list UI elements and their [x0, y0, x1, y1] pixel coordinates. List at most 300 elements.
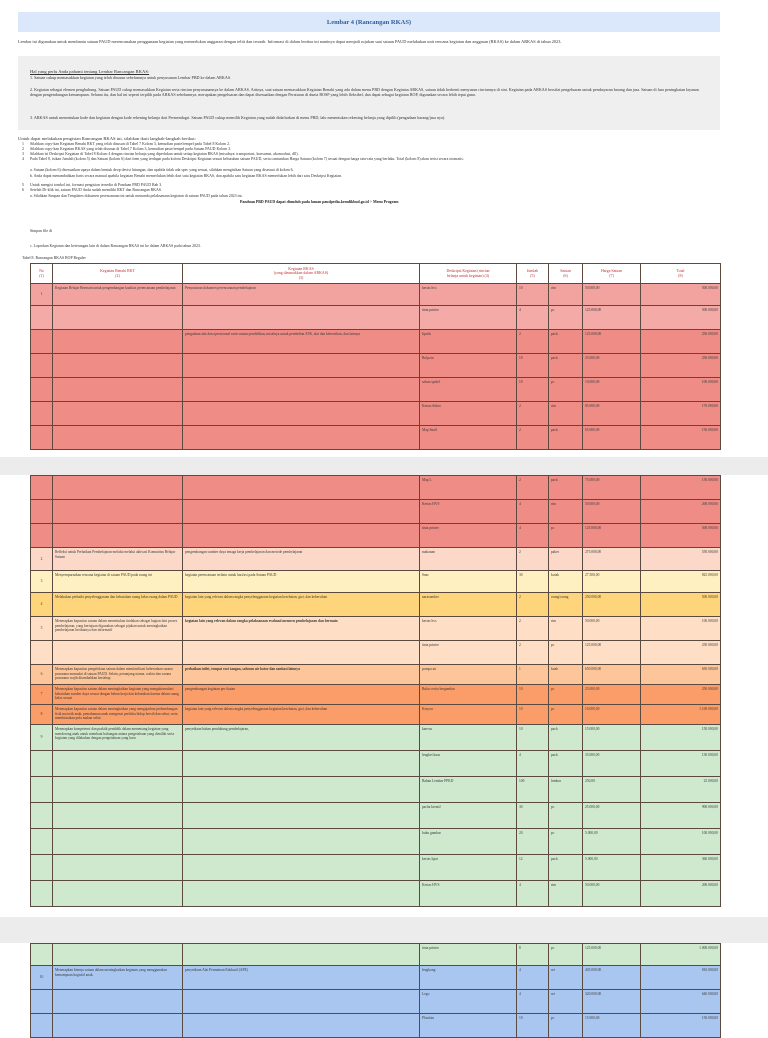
satuan-cell[interactable]: pc — [549, 378, 583, 402]
table-row — [31, 855, 721, 881]
deskripsi-cell[interactable]: Map L — [420, 476, 517, 500]
jumlah-cell[interactable]: 4 — [517, 751, 549, 777]
satuan-cell[interactable]: pc — [549, 829, 583, 855]
row-number[interactable]: 10 — [31, 966, 53, 990]
row-number[interactable] — [31, 829, 53, 855]
step-text: Silahkan copy-kan Kegiatan Benahi RKT yang telah disusun di Tabel 7 Kolom 3, kemudian paste/tempel pada Tabel 8 Kolom 2. — [30, 142, 231, 146]
satuan-cell[interactable]: pack — [549, 354, 583, 378]
column-header-line: (5) — [530, 273, 535, 278]
satuan-cell[interactable]: rim — [549, 881, 583, 907]
harga-cell[interactable]: 5.000,00 — [583, 855, 641, 881]
table-row — [31, 426, 721, 450]
page-break — [0, 457, 768, 475]
deskripsi-cell[interactable]: kertas lipat — [420, 855, 517, 881]
row-number[interactable]: 6 — [31, 665, 53, 685]
total-cell[interactable]: 150.000,00 — [641, 1014, 721, 1038]
jumlah-cell[interactable]: 10 — [517, 705, 549, 725]
rkas-cell[interactable] — [183, 1014, 420, 1038]
column-header — [31, 264, 53, 284]
benahi-cell[interactable]: Menerapkan kompetensi dan praktik pendidik dalam menentang kegiatan yang mendorong anak untuk membuat hubungan antara pengetahuan yang dimiliki serta kegiatan yang dilakukan dengan pengetahuan yang baru — [53, 725, 183, 751]
column-header-line: Kegiatan Benahi RKT — [100, 268, 135, 273]
total-cell[interactable]: 900.000,00 — [641, 803, 721, 829]
satuan-cell[interactable]: pack — [549, 476, 583, 500]
row-number[interactable] — [31, 476, 53, 500]
rkas-cell[interactable]: pengadaan alat dan operasional rutin satuan pendidikan, misalnya untuk pembelian ATK, alat dan kebersihan, dan lainnya — [183, 330, 420, 354]
benahi-cell[interactable]: Kegiatan Belajar Bermain untuk pengembangan kualitas perencanaan pembelajaran — [53, 284, 183, 306]
jumlah-cell[interactable]: 4 — [517, 500, 549, 524]
rkas-cell[interactable] — [183, 751, 420, 777]
jumlah-cell[interactable]: 8 — [517, 944, 549, 966]
jumlah-cell[interactable]: 10 — [517, 685, 549, 705]
satuan-cell[interactable]: pack — [549, 725, 583, 751]
jumlah-cell[interactable]: 2 — [517, 476, 549, 500]
rkas-cell[interactable]: pengembangan sumber daya tenaga kerja pembelajaran dan metode pembelajaran — [183, 548, 420, 571]
satuan-cell[interactable]: pc — [549, 685, 583, 705]
harga-cell[interactable]: 50.000,00 — [583, 617, 641, 641]
row-number[interactable] — [31, 524, 53, 548]
row-number[interactable] — [31, 751, 53, 777]
column-header-line: Total — [676, 268, 685, 273]
rkas-cell[interactable] — [183, 402, 420, 426]
satuan-cell[interactable]: rim — [549, 402, 583, 426]
row-number[interactable]: 8 — [31, 705, 53, 725]
harga-cell[interactable]: 50.000,00 — [583, 881, 641, 907]
deskripsi-cell[interactable]: lipstik — [420, 330, 517, 354]
satuan-cell[interactable]: pc — [549, 524, 583, 548]
row-number[interactable] — [31, 641, 53, 665]
benahi-cell[interactable]: Menerapkan kapasitas satuan dalam meningkatkan kegiatan yang mengakomodasi kebutuhan sumber daya sesuai dengan beban kerja dan kebutuhan karena dalam ruang kelas sesuai — [53, 685, 183, 705]
table-row — [31, 617, 721, 641]
rkas-cell[interactable] — [183, 524, 420, 548]
harga-cell[interactable]: 125.000,00 — [583, 330, 641, 354]
benahi-cell[interactable] — [53, 500, 183, 524]
jumlah-cell[interactable]: 4 — [517, 881, 549, 907]
rkas-cell[interactable] — [183, 354, 420, 378]
jumlah-cell[interactable]: 2 — [517, 330, 549, 354]
deskripsi-cell[interactable]: pacha kreatif — [420, 803, 517, 829]
harga-cell[interactable]: 5.000,00 — [583, 829, 641, 855]
satuan-cell[interactable]: rim — [549, 617, 583, 641]
deskripsi-cell[interactable]: Kertas Stiker — [420, 402, 517, 426]
benahi-cell[interactable]: Refleksi untuk Perbaikan Pembelajaran melalui melalui aktivasi Komunitas Belajar Satuan — [53, 548, 183, 571]
harga-cell[interactable]: 10.000,00 — [583, 378, 641, 402]
benahi-cell[interactable] — [53, 330, 183, 354]
benahi-cell[interactable] — [53, 426, 183, 450]
column-header — [53, 264, 183, 284]
harga-cell[interactable]: 650.000,00 — [583, 665, 641, 685]
table-row — [31, 284, 721, 306]
total-cell[interactable]: 150.000,00 — [641, 725, 721, 751]
table-row — [31, 402, 721, 426]
deskripsi-cell[interactable]: narasumber — [420, 593, 517, 617]
satuan-cell[interactable]: orang/orang — [549, 593, 583, 617]
deskripsi-cell[interactable]: lengket kuas — [420, 751, 517, 777]
total-cell[interactable]: 500.000,00 — [641, 284, 721, 306]
step-text: a. Satuan (kolom 6) disesuaikan upaya dalam bentuk deop devisi hitungan, dan apabila tidak ada spec yang sesuai, silahkan mengisikan Satuan yang disesuai di kolom 6. — [30, 168, 294, 172]
jumlah-cell[interactable]: 20 — [517, 829, 549, 855]
total-cell[interactable]: 500.000,00 — [641, 306, 721, 330]
deskripsi-cell[interactable]: Bolpoin — [420, 354, 517, 378]
table-row — [31, 500, 721, 524]
rkas-cell[interactable]: penyediaan Alat Permainan Edukatif (APE) — [183, 966, 420, 990]
total-cell[interactable]: 500.000,00 — [641, 593, 721, 617]
jumlah-cell[interactable]: 2 — [517, 641, 549, 665]
satuan-cell[interactable]: pc — [549, 944, 583, 966]
benahi-cell[interactable]: Menerapkan kapasitas pengelolaan satuan dalam memfasilitasi keberadaan sarana prasarana memadai di satuan PAUD. Selain, penunjang utama, waktu dan sarana prasarana wajib ditambahkan bertahap — [53, 665, 183, 685]
rkas-cell[interactable]: kegiatan perencanaan terlatin untuk hari/asi pada Satuan PAUD — [183, 571, 420, 593]
benahi-cell[interactable] — [53, 306, 183, 330]
total-cell[interactable]: 100.000,00 — [641, 378, 721, 402]
deskripsi-cell[interactable]: tinta printer — [420, 306, 517, 330]
row-number[interactable] — [31, 378, 53, 402]
harga-cell[interactable]: 275.000,00 — [583, 548, 641, 571]
total-cell[interactable]: 360.000,00 — [641, 855, 721, 881]
step-text: Silahkan isi Deskripsi Kegiatan di Tabel 8 Kolom 4 dengan rincian belanja yang diperlukan untuk setiap kegiatan RKAS (misalnya: transportasi, konsumsi, akomodasi, dll). — [30, 152, 299, 156]
rkas-cell[interactable] — [183, 500, 420, 524]
harga-cell[interactable]: 25.000,00 — [583, 354, 641, 378]
harga-cell[interactable]: 25.000,00 — [583, 803, 641, 829]
total-cell[interactable]: 250.000,00 — [641, 354, 721, 378]
rkas-cell[interactable]: pengembangan kegiatan per ikatan — [183, 685, 420, 705]
deskripsi-cell[interactable]: Kertas HVS — [420, 881, 517, 907]
deskripsi-cell[interactable]: buku gambar — [420, 829, 517, 855]
rkas-cell[interactable]: penyediaan bahan pendukung pembelajaran, — [183, 725, 420, 751]
total-cell[interactable]: 250.000,00 — [641, 685, 721, 705]
column-header-line: Jumlah — [526, 268, 539, 273]
rkas-cell[interactable] — [183, 476, 420, 500]
steps-heading: Untuk dapat melakukan pengisian Rancangan RKAS ini, silahkan ikuti langkah-langkah berikut: — [18, 136, 196, 141]
intro-text: Lembar ini digunakan untuk membantu satuan PAUD merencanakan penggunaan kegiatan yang memerlukan anggaran dengan teliti dan terarah. Informasi di dalam lembar ini nantinya dapat menjadi rujukan saat satuan PAUD melakukan unit rencana kegiatan dan anggaran (RKAS) ke dalam ARKAS di tahun 2023. — [18, 39, 562, 44]
column-header-line: No — [39, 268, 44, 273]
deskripsi-cell[interactable]: Krayon — [420, 705, 517, 725]
satuan-cell[interactable]: pack — [549, 751, 583, 777]
rkas-cell[interactable] — [183, 881, 420, 907]
rkas-cell[interactable] — [183, 306, 420, 330]
step-item — [30, 194, 720, 199]
table-row — [31, 330, 721, 354]
table-row — [31, 725, 721, 751]
jumlah-cell[interactable]: 100 — [517, 777, 549, 803]
harga-cell[interactable]: 25.000,00 — [583, 685, 641, 705]
deskripsi-cell[interactable]: sabun spidol — [420, 378, 517, 402]
row-number[interactable] — [31, 306, 53, 330]
rkas-cell[interactable] — [183, 829, 420, 855]
rkas-cell[interactable]: kegiatan lain yang relevan dalam rangka penyelenggaraan kegiatan kesehatan, gizi, dan kebersihan — [183, 593, 420, 617]
rkas-cell[interactable] — [183, 378, 420, 402]
rkas-cell[interactable] — [183, 944, 420, 966]
row-number[interactable] — [31, 803, 53, 829]
total-cell[interactable]: 1.100.000,00 — [641, 705, 721, 725]
column-header-line: Deskripsi Kegiatan (rincian — [446, 268, 490, 273]
total-cell[interactable]: 170.000,00 — [641, 402, 721, 426]
benahi-cell[interactable] — [53, 944, 183, 966]
satuan-cell[interactable]: pc — [549, 306, 583, 330]
deskripsi-cell[interactable]: tinta printer — [420, 524, 517, 548]
benahi-cell[interactable]: Menerapkan kinerja satuan dalam meningkatkan kegiatan yang menggunakan kemampuan kognitif anak. — [53, 966, 183, 990]
jumlah-cell[interactable]: 10 — [517, 284, 549, 306]
row-number[interactable]: 1 — [31, 284, 53, 306]
table-row — [31, 354, 721, 378]
column-header — [420, 264, 517, 284]
table-row — [31, 803, 721, 829]
satuan-cell[interactable]: pack — [549, 855, 583, 881]
row-number[interactable]: 4 — [31, 593, 53, 617]
panduan-note[interactable]: Panduan PBD PAUD dapat diunduh pada laman paudpedia.kemdikbud.go.id > Menu Program — [240, 200, 399, 204]
total-cell[interactable]: 150.000,00 — [641, 476, 721, 500]
satuan-cell[interactable]: pc — [549, 1014, 583, 1038]
row-number[interactable] — [31, 855, 53, 881]
total-cell[interactable]: 130.000,00 — [641, 426, 721, 450]
table-row — [31, 476, 721, 500]
total-cell[interactable]: 650.000,00 — [641, 665, 721, 685]
total-cell[interactable]: 825.000,00 — [641, 571, 721, 593]
benahi-cell[interactable] — [53, 402, 183, 426]
lapor-text: c. Laporkan Kegiatan dan keterangan lain di dalam Rancangan RKAS ini ke dalam ARKAS pada tahun 2023. — [30, 244, 201, 248]
rkas-cell[interactable]: perbaikan toilet, tempat cuci tangan, saluran air kotor dan sanitasi lainnya — [183, 665, 420, 685]
benahi-cell[interactable]: Menerapkan kapasitas satuan dalam menentukan tindakan sebagai bagian dari proses pembelajaran, yang bertujuan digunakan sebagai pijakan untuk meningkatkan pembelajaran berikutnya dan informatif — [53, 617, 183, 641]
step-item — [30, 168, 720, 173]
simpan-text: Simpan file di — [30, 229, 53, 233]
column-header-line: belanja untuk kegiatan) (4) — [446, 273, 490, 278]
jumlah-cell[interactable]: 12 — [517, 855, 549, 881]
total-cell[interactable]: 100.000,00 — [641, 617, 721, 641]
benahi-cell[interactable] — [53, 641, 183, 665]
row-number[interactable] — [31, 426, 53, 450]
table-header-row — [31, 264, 721, 284]
satuan-cell[interactable]: buah — [549, 665, 583, 685]
harga-cell[interactable]: 405.000,00 — [583, 966, 641, 990]
deskripsi-cell[interactable]: Snac — [420, 571, 517, 593]
satuan-cell[interactable]: set — [549, 990, 583, 1014]
note-paragraph: 1. Satuan cukup memasukkan kegiatan yang telah disusun sebelumnya untuk penyusunan Lembar PBD ke dalam ARKAS. — [30, 75, 232, 80]
jumlah-cell[interactable]: 2 — [517, 426, 549, 450]
benahi-cell[interactable]: Melakukan perbaiki penyelenggaraan dan kebutuhan ruang kelas ruang dalam PAUD — [53, 593, 183, 617]
rkas-cell[interactable] — [183, 641, 420, 665]
step-item — [30, 174, 720, 179]
total-cell[interactable]: 250.000,00 — [641, 641, 721, 665]
benahi-cell[interactable] — [53, 881, 183, 907]
column-header-line: Harga Satuan — [601, 268, 622, 273]
harga-cell[interactable]: 65.000,00 — [583, 426, 641, 450]
step-text: Setelah Di-klik ini, satuan PAUD Anda sudah memiliki RKT dan Rancangan RKAS. — [30, 188, 162, 192]
harga-cell[interactable]: 15.000,00 — [583, 1014, 641, 1038]
column-header-line: Kegiatan RKAS — [288, 266, 314, 271]
total-cell[interactable]: 200.000,00 — [641, 500, 721, 524]
rkas-cell[interactable] — [183, 990, 420, 1014]
rkas-cell[interactable] — [183, 426, 420, 450]
benahi-cell[interactable] — [53, 777, 183, 803]
column-header-line: Satuan — [560, 268, 571, 273]
table-label: Tabel 8. Rancangan RKAS BOP Reguler — [22, 256, 86, 260]
deskripsi-cell[interactable]: lengkong — [420, 966, 517, 990]
total-cell[interactable]: 550.000,00 — [641, 548, 721, 571]
deskripsi-cell[interactable]: tinta printer — [420, 641, 517, 665]
page-title: Lembar 4 (Rancangan RKAS) — [18, 12, 720, 32]
satuan-cell[interactable]: pack — [549, 426, 583, 450]
harga-cell[interactable]: 125.000,00 — [583, 944, 641, 966]
table-row — [31, 641, 721, 665]
harga-cell[interactable]: 125.000,00 — [583, 524, 641, 548]
rkas-table-continued — [30, 475, 721, 907]
step-number: 2 — [22, 147, 24, 151]
harga-cell[interactable]: 75.000,00 — [583, 476, 641, 500]
jumlah-cell[interactable]: 10 — [517, 1014, 549, 1038]
table-row — [31, 944, 721, 966]
total-cell[interactable]: 1.000.000,00 — [641, 944, 721, 966]
row-number[interactable] — [31, 1014, 53, 1038]
benahi-cell[interactable] — [53, 354, 183, 378]
harga-cell[interactable]: 50.000,00 — [583, 500, 641, 524]
jumlah-cell[interactable]: 2 — [517, 548, 549, 571]
row-number[interactable]: 9 — [31, 725, 53, 751]
satuan-cell[interactable]: lembar — [549, 777, 583, 803]
row-number[interactable]: 2 — [31, 548, 53, 571]
benahi-cell[interactable] — [53, 855, 183, 881]
table-row — [31, 1014, 721, 1038]
deskripsi-cell[interactable]: Bahan Lembar PPKD — [420, 777, 517, 803]
column-header — [183, 264, 420, 284]
step-number: 6 — [22, 188, 24, 192]
deskripsi-cell[interactable]: pompa air — [420, 665, 517, 685]
total-cell[interactable]: 500.000,00 — [641, 524, 721, 548]
jumlah-cell[interactable]: 10 — [517, 378, 549, 402]
deskripsi-cell[interactable]: tinta printer — [420, 944, 517, 966]
satuan-cell[interactable]: pack — [549, 330, 583, 354]
harga-cell[interactable]: 27.500,00 — [583, 571, 641, 593]
jumlah-cell[interactable]: 10 — [517, 725, 549, 751]
benahi-cell[interactable]: Menyempurnakan rencana kegiatan di satuan PAUD pada ruang ini — [53, 571, 183, 593]
row-number[interactable] — [31, 944, 53, 966]
total-cell[interactable]: 200.000,00 — [641, 881, 721, 907]
jumlah-cell[interactable]: 2 — [517, 593, 549, 617]
column-header-line: (6) — [563, 273, 568, 278]
harga-cell[interactable]: 250.000,00 — [583, 593, 641, 617]
step-item — [22, 157, 712, 162]
satuan-cell[interactable]: paket — [549, 548, 583, 571]
step-text: a. Silahkan Simpan dan Templates dokumen perencanaan ini untuk menandu pelaksanaan kegiatan di satuan PAUD pada tahun 2023 ini. — [30, 194, 243, 198]
deskripsi-cell[interactable]: kertas hvs — [420, 617, 517, 641]
step-text: b. Anda dapat menambahkan baris secara manual apabila kegiatan Benahi memerlukan lebih dari satu kegiatan RKAS, dan apabila satu kegiatan RKAS memerlukan lebih dari satu Deskripsi Kegiatan. — [30, 174, 342, 178]
satuan-cell[interactable]: pc — [549, 803, 583, 829]
deskripsi-cell[interactable]: kanvas — [420, 725, 517, 751]
table-row — [31, 548, 721, 571]
jumlah-cell[interactable]: 30 — [517, 803, 549, 829]
harga-cell[interactable]: 10.000,00 — [583, 705, 641, 725]
deskripsi-cell[interactable]: Plastisin — [420, 1014, 517, 1038]
jumlah-cell[interactable]: 4 — [517, 524, 549, 548]
jumlah-cell[interactable]: 2 — [517, 402, 549, 426]
deskripsi-cell[interactable]: Map Snail — [420, 426, 517, 450]
benahi-cell[interactable] — [53, 990, 183, 1014]
benahi-cell[interactable] — [53, 751, 183, 777]
benahi-cell[interactable] — [53, 524, 183, 548]
row-number[interactable] — [31, 330, 53, 354]
benahi-cell[interactable] — [53, 829, 183, 855]
jumlah-cell[interactable]: 1 — [517, 665, 549, 685]
jumlah-cell[interactable]: 30 — [517, 571, 549, 593]
total-cell[interactable]: 25.000,00 — [641, 777, 721, 803]
column-header — [641, 264, 721, 284]
rkas-cell[interactable]: Penyusunan dokumen perencanaan pembelajaran — [183, 284, 420, 306]
row-number[interactable]: 3 — [31, 571, 53, 593]
harga-cell[interactable]: 125.000,00 — [583, 306, 641, 330]
table-row — [31, 665, 721, 685]
total-cell[interactable]: 100.000,00 — [641, 829, 721, 855]
table-row — [31, 571, 721, 593]
deskripsi-cell[interactable]: makanan — [420, 548, 517, 571]
deskripsi-cell[interactable]: Lego — [420, 990, 517, 1014]
page-break — [0, 917, 768, 943]
row-number[interactable] — [31, 500, 53, 524]
rkas-cell[interactable] — [183, 803, 420, 829]
table-row — [31, 524, 721, 548]
total-cell[interactable]: 150.000,00 — [641, 751, 721, 777]
row-number[interactable] — [31, 990, 53, 1014]
column-header-line: (1) — [39, 273, 44, 278]
deskripsi-cell[interactable]: Kertas HVS — [420, 500, 517, 524]
harga-cell[interactable]: 125.000,00 — [583, 641, 641, 665]
table-row — [31, 829, 721, 855]
benahi-cell[interactable] — [53, 803, 183, 829]
harga-cell[interactable]: 250,00 — [583, 777, 641, 803]
harga-cell[interactable]: 50.000,00 — [583, 284, 641, 306]
benahi-cell[interactable] — [53, 1014, 183, 1038]
harga-cell[interactable]: 15.000,00 — [583, 725, 641, 751]
total-cell[interactable]: 640.000,00 — [641, 990, 721, 1014]
harga-cell[interactable]: 320.000,00 — [583, 990, 641, 1014]
row-number[interactable]: 7 — [31, 685, 53, 705]
row-number[interactable] — [31, 402, 53, 426]
benahi-cell[interactable]: Menerapkan kapasitas satuan dalam meningkatkan yang mengajarkan perkembangan fisik motorik anak, pemahaman anak mengenai perilaku hidup bersih dan sehat, serta membiasakan pola makan sehat — [53, 705, 183, 725]
harga-cell[interactable]: 35.000,00 — [583, 751, 641, 777]
rkas-cell[interactable] — [183, 777, 420, 803]
jumlah-cell[interactable]: 4 — [517, 306, 549, 330]
step-number: 1 — [22, 142, 24, 146]
benahi-cell[interactable] — [53, 378, 183, 402]
step-item — [22, 188, 712, 193]
column-header-line: (8) — [678, 273, 683, 278]
total-cell[interactable]: 810.000,00 — [641, 966, 721, 990]
row-number[interactable]: 5 — [31, 617, 53, 641]
rkas-cell[interactable] — [183, 855, 420, 881]
satuan-cell[interactable]: rim — [549, 284, 583, 306]
step-number: 4 — [22, 157, 24, 161]
note-paragraph: 3. ARKAS untuk menentukan kode dan kegiatan dengan kode rekening belanja dari Permendagri. Satuan PAUD cukup memilih Kegiatan yang sudah didaftarkan di menu PBD, lalu menentukan rekening belanja yang dipilih (pengadaan barang/jasa nya). — [30, 115, 446, 120]
jumlah-cell[interactable]: 4 — [517, 990, 549, 1014]
rkas-cell[interactable]: kegiatan lain yang relevan dalam rangka penyelenggaraan kegiatan kesehatan, gizi, dan kebersihan — [183, 705, 420, 725]
row-number[interactable] — [31, 881, 53, 907]
rkas-cell[interactable]: kegiatan lain yang relevan dalam rangka pelaksanaan evaluasi/asesmen pembelajaran dan bermain — [183, 617, 420, 641]
satuan-cell[interactable]: pc — [549, 641, 583, 665]
row-number[interactable] — [31, 777, 53, 803]
column-header-line: (yang dimasukkan dalam ARKAS) — [273, 271, 329, 276]
deskripsi-cell[interactable]: Buku cerita bergambar — [420, 685, 517, 705]
satuan-cell[interactable]: kotak — [549, 571, 583, 593]
table-row — [31, 990, 721, 1014]
row-number[interactable] — [31, 354, 53, 378]
column-header — [583, 264, 641, 284]
satuan-cell[interactable]: set — [549, 966, 583, 990]
jumlah-cell[interactable]: 2 — [517, 617, 549, 641]
jumlah-cell[interactable]: 4 — [517, 966, 549, 990]
benahi-cell[interactable] — [53, 476, 183, 500]
total-cell[interactable]: 250.000,00 — [641, 330, 721, 354]
jumlah-cell[interactable]: 10 — [517, 354, 549, 378]
harga-cell[interactable]: 85.000,00 — [583, 402, 641, 426]
deskripsi-cell[interactable]: kertas hvs — [420, 284, 517, 306]
satuan-cell[interactable]: rim — [549, 500, 583, 524]
satuan-cell[interactable]: pc — [549, 705, 583, 725]
